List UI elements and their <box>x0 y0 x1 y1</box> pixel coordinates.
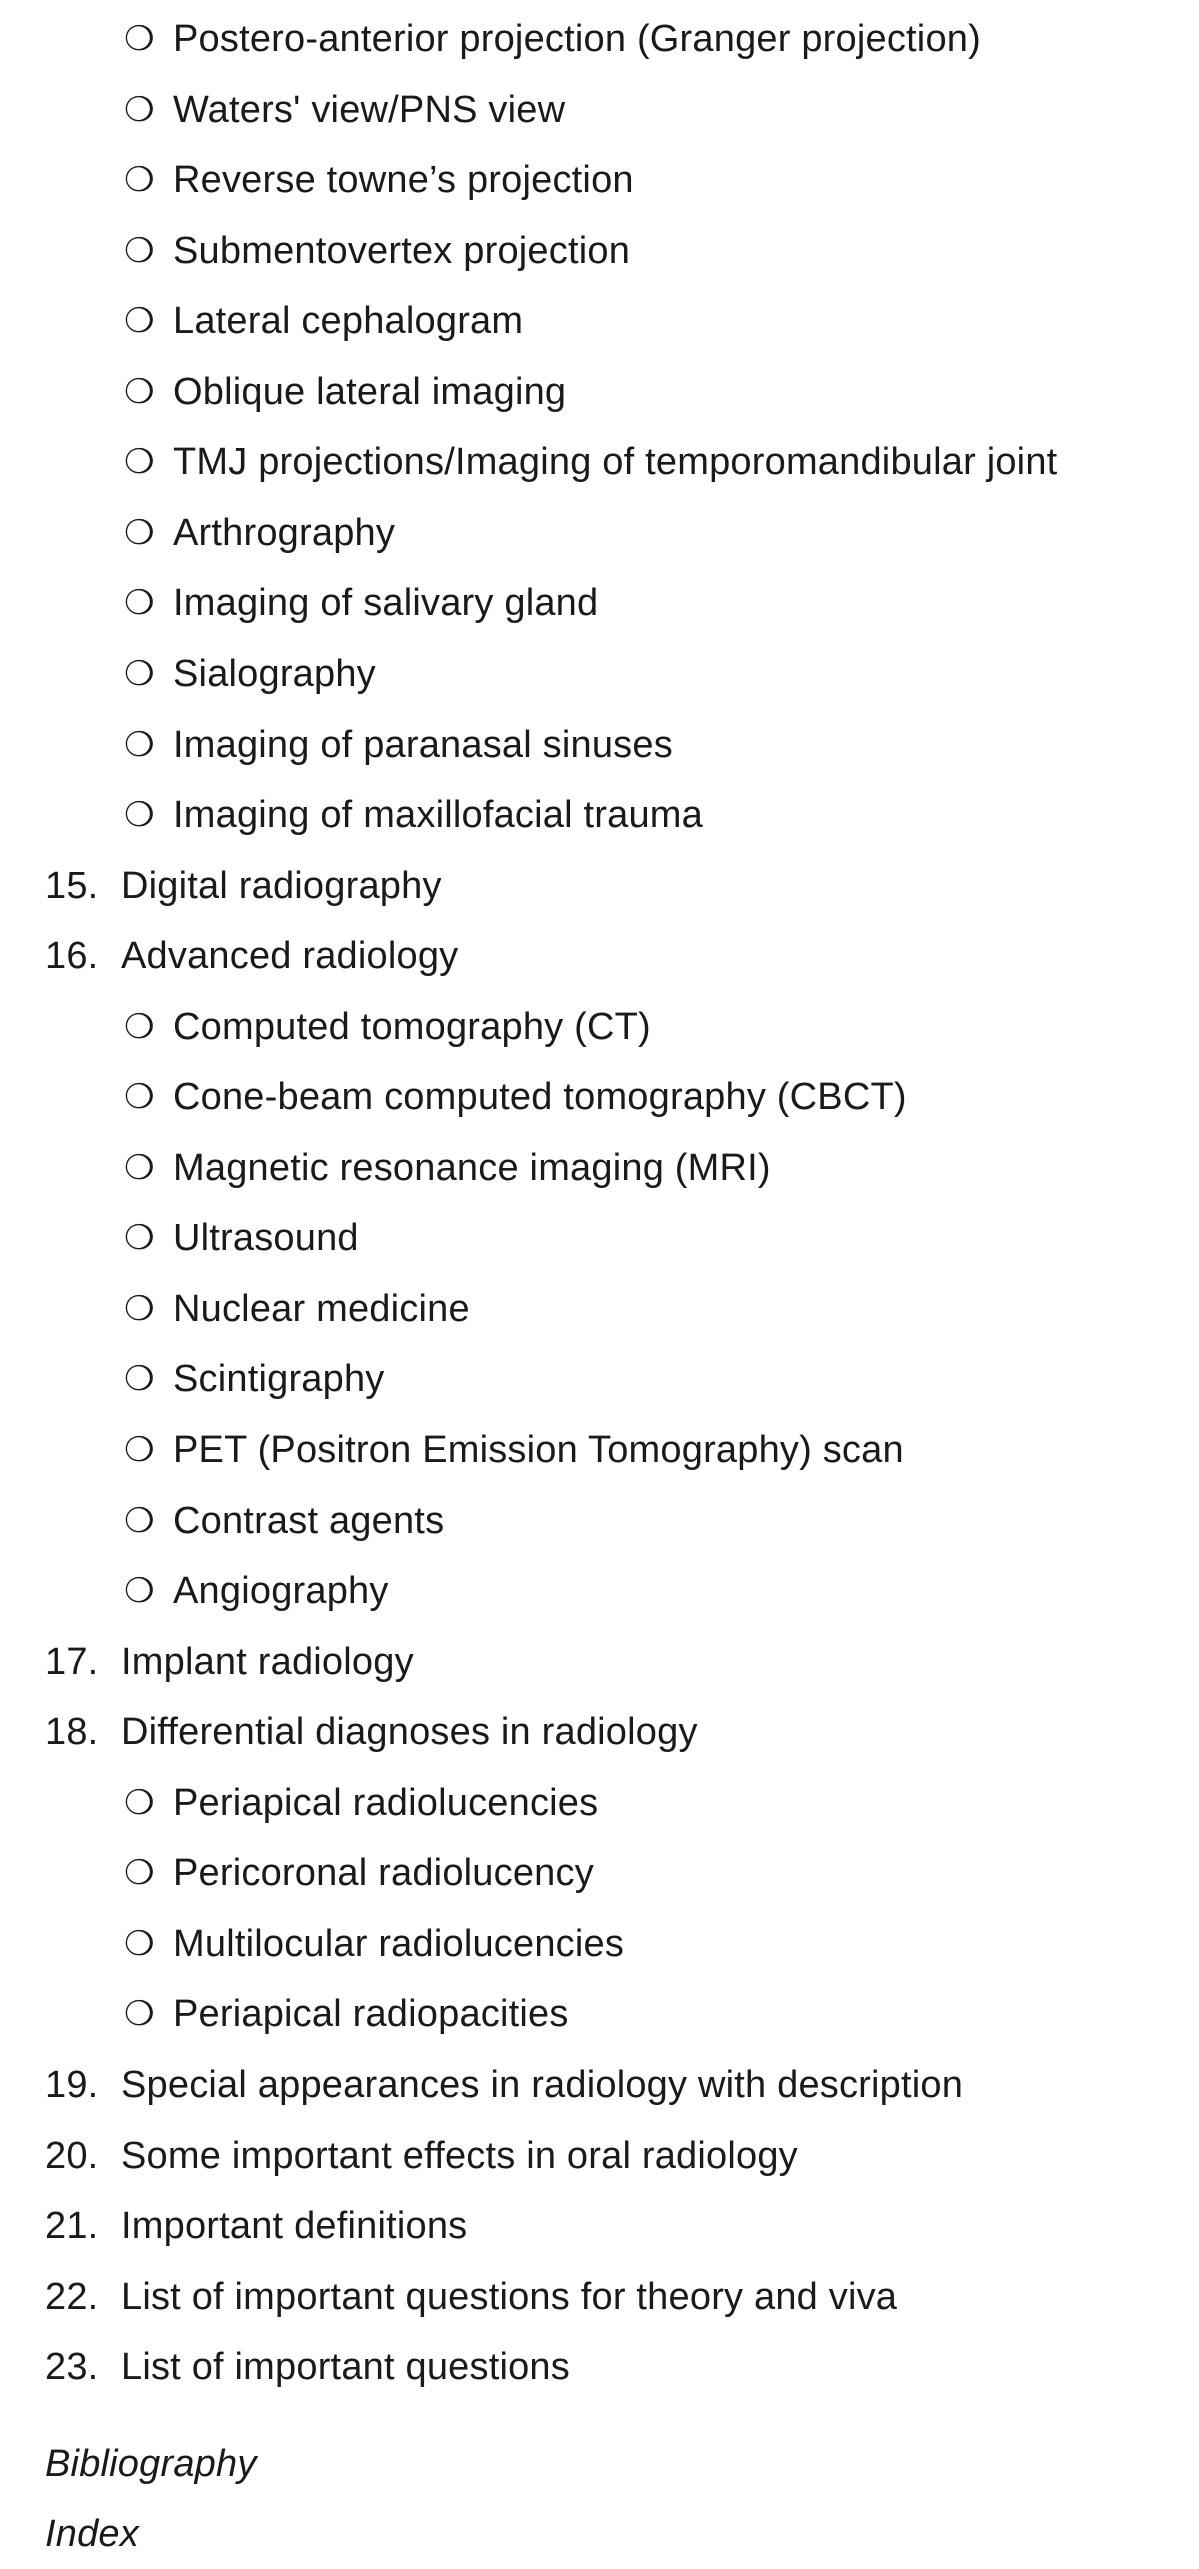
circle-bullet-icon: ❍ <box>124 1148 155 1187</box>
toc-chapter-title: Important definitions <box>121 2205 468 2248</box>
toc-subitem-label: Waters' view/PNS view <box>173 88 566 131</box>
toc-chapter-number: 17. <box>45 1640 99 1683</box>
toc-subitem-label: PET (Positron Emission Tomography) scan <box>173 1429 904 1471</box>
toc-subitem <box>0 498 1199 568</box>
toc-subitem-label: TMJ projections/Imaging of temporomandibular joint <box>173 441 1058 484</box>
toc-subitem-label: Pericoronal radiolucency <box>173 1852 594 1895</box>
circle-bullet-icon: ❍ <box>124 443 155 482</box>
circle-bullet-icon: ❍ <box>124 1924 155 1963</box>
toc-back-matter-label: Bibliography <box>45 2442 257 2485</box>
toc-subitem <box>0 1274 1199 1344</box>
circle-bullet-icon: ❍ <box>124 1501 155 1540</box>
circle-bullet-icon: ❍ <box>124 161 155 200</box>
toc-subitem-label: Computed tomography (CT) <box>173 1005 651 1048</box>
toc-chapter <box>0 2191 1199 2261</box>
toc-chapter-title: List of important questions for theory and viva <box>121 2275 898 2318</box>
toc-subitem-label: Periapical radiolucencies <box>173 1781 599 1824</box>
circle-bullet-icon: ❍ <box>124 725 155 764</box>
toc-subitem-label: Contrast agents <box>173 1499 445 1542</box>
toc-subitem-label: Ultrasound <box>173 1217 359 1260</box>
toc-chapter-title: Some important effects in oral radiology <box>121 2134 798 2177</box>
toc-chapter-number: 23. <box>45 2346 99 2389</box>
toc-chapter-number: 15. <box>45 864 99 907</box>
toc-chapter <box>0 2121 1199 2191</box>
toc-chapter <box>0 851 1199 921</box>
toc-chapter <box>0 2050 1199 2120</box>
toc-subitem <box>0 145 1199 215</box>
circle-bullet-icon: ❍ <box>124 1431 155 1469</box>
toc-subitem <box>0 4 1199 74</box>
circle-bullet-icon: ❍ <box>124 302 155 341</box>
toc-subitem <box>0 216 1199 286</box>
toc-chapter <box>0 921 1199 991</box>
circle-bullet-icon: ❍ <box>124 584 155 623</box>
toc-chapter <box>0 2262 1199 2332</box>
toc-subitem <box>0 75 1199 145</box>
toc-subitem-label: Imaging of maxillofacial trauma <box>173 794 703 837</box>
toc-subitem-label: Arthrography <box>173 511 396 554</box>
toc-subitem-label: Multilocular radiolucencies <box>173 1922 625 1965</box>
toc-chapter-title: Special appearances in radiology with description <box>121 2063 964 2106</box>
circle-bullet-icon: ❍ <box>124 1289 155 1328</box>
toc-chapter-number: 21. <box>45 2205 99 2248</box>
circle-bullet-icon: ❍ <box>124 1572 155 1611</box>
circle-bullet-icon: ❍ <box>124 1854 155 1893</box>
circle-bullet-icon: ❍ <box>124 513 155 552</box>
toc-subitem <box>0 1486 1199 1556</box>
toc-subitem <box>0 1556 1199 1626</box>
toc-subitem <box>0 427 1199 497</box>
circle-bullet-icon: ❍ <box>124 1995 155 2034</box>
circle-bullet-icon: ❍ <box>124 654 155 693</box>
toc-subitem <box>0 286 1199 356</box>
toc-chapter-number: 18. <box>45 1711 99 1754</box>
toc-subitem-label: Imaging of salivary gland <box>173 582 599 625</box>
toc-subitem-label: Periapical radiopacities <box>173 1993 569 2036</box>
toc-chapter-number: 20. <box>45 2134 99 2177</box>
toc-subitem-label: Imaging of paranasal sinuses <box>173 723 673 766</box>
toc-subitem-label: Angiography <box>173 1570 389 1613</box>
circle-bullet-icon: ❍ <box>124 1360 155 1399</box>
circle-bullet-icon: ❍ <box>124 20 155 58</box>
circle-bullet-icon: ❍ <box>124 90 155 129</box>
toc-back-matter <box>0 2499 1199 2569</box>
toc-chapter-number: 22. <box>45 2275 99 2318</box>
toc-chapter <box>0 1627 1199 1697</box>
toc-subitem-label: Nuclear medicine <box>173 1287 470 1330</box>
toc-subitem-label: Oblique lateral imaging <box>173 370 567 413</box>
toc-subitem-label: Submentovertex projection <box>173 229 631 272</box>
toc-subitem-label: Reverse towne’s projection <box>173 159 634 202</box>
toc-subitem <box>0 710 1199 780</box>
toc-subitem <box>0 1415 1199 1485</box>
toc-subitem <box>0 1838 1199 1908</box>
toc-back-matter <box>0 2429 1199 2499</box>
toc-subitem-label: Postero-anterior projection (Granger projection) <box>173 18 981 60</box>
toc-subitem <box>0 568 1199 638</box>
toc-chapter-title: Advanced radiology <box>121 935 459 978</box>
toc-subitem <box>0 639 1199 709</box>
toc-subitem-label: Scintigraphy <box>173 1358 385 1401</box>
toc-chapter-title: Implant radiology <box>121 1640 414 1683</box>
toc-chapter-number: 19. <box>45 2063 99 2106</box>
toc-subitem <box>0 1344 1199 1414</box>
toc-subitem-label: Sialography <box>173 652 376 695</box>
toc-subitem <box>0 1133 1199 1203</box>
toc-chapter <box>0 1697 1199 1767</box>
toc-subitem <box>0 357 1199 427</box>
toc-subitem <box>0 780 1199 850</box>
circle-bullet-icon: ❍ <box>124 1078 155 1117</box>
circle-bullet-icon: ❍ <box>124 1007 155 1046</box>
circle-bullet-icon: ❍ <box>124 1783 155 1822</box>
toc-subitem-label: Lateral cephalogram <box>173 300 524 343</box>
toc-chapter-title: List of important questions <box>121 2346 570 2389</box>
circle-bullet-icon: ❍ <box>124 1219 155 1258</box>
toc-subitem <box>0 1203 1199 1273</box>
toc-subitem <box>0 1062 1199 1132</box>
toc-subitem-label: Cone-beam computed tomography (CBCT) <box>173 1076 907 1119</box>
toc-subitem-label: Magnetic resonance imaging (MRI) <box>173 1146 771 1189</box>
toc-subitem <box>0 992 1199 1062</box>
toc-subitem <box>0 1909 1199 1979</box>
circle-bullet-icon: ❍ <box>124 796 155 835</box>
toc-chapter-title: Digital radiography <box>121 864 442 907</box>
toc-chapter-title: Differential diagnoses in radiology <box>121 1711 698 1754</box>
toc-back-matter-label: Index <box>45 2513 139 2556</box>
toc-subitem <box>0 1979 1199 2049</box>
toc-subitem <box>0 1768 1199 1838</box>
circle-bullet-icon: ❍ <box>124 372 155 411</box>
toc-chapter <box>0 2332 1199 2402</box>
toc-chapter-number: 16. <box>45 935 99 978</box>
circle-bullet-icon: ❍ <box>124 231 155 270</box>
